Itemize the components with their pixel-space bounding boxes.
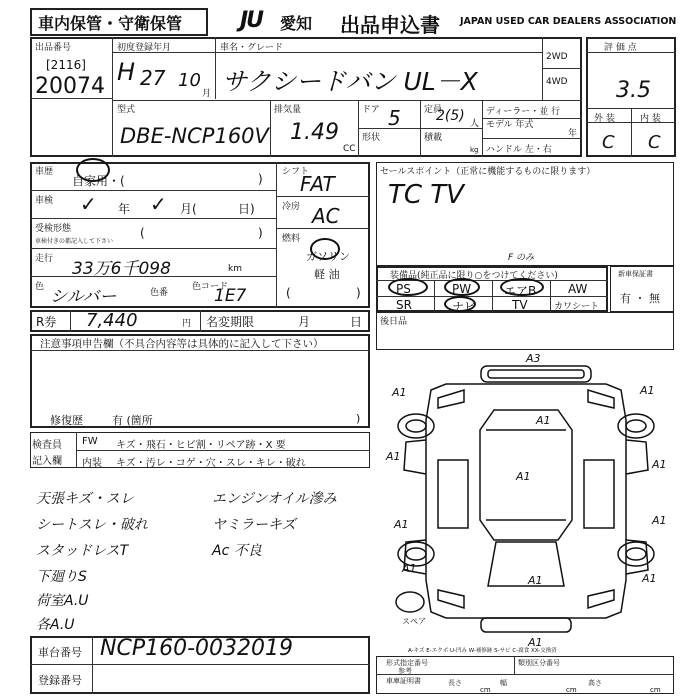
- footer-height-unit: cm: [650, 686, 661, 694]
- mileage-value: 33万6千098: [72, 259, 171, 279]
- displacement-unit: CC: [343, 144, 356, 154]
- first-reg-label: 初度登録年月: [117, 43, 172, 53]
- form-subtitle: JAPAN USED CAR DEALERS ASSOCIATION: [460, 16, 677, 27]
- spare-label: スペア: [402, 617, 426, 626]
- after-label: 後日品: [380, 317, 408, 327]
- equipment-pw-circle: [444, 278, 480, 296]
- color-value: シルバー: [50, 287, 117, 307]
- lot-label: 出品番号: [35, 43, 72, 53]
- mark-left-side: A1: [386, 450, 401, 463]
- acceptance-note: 車検付きの都記入して下さい: [35, 238, 114, 245]
- name-change-day: 日: [350, 315, 363, 329]
- aircon-label: 冷房: [282, 202, 301, 212]
- name-change-month: 月: [298, 315, 311, 329]
- color-code-label: 色番: [150, 288, 169, 298]
- form-title: 出品申込書: [340, 13, 440, 37]
- recycle-unit: 円: [182, 319, 192, 329]
- new-warranty-options[interactable]: 有 ・ 無: [620, 292, 660, 305]
- dealer-label: ディーラー・並 行: [486, 107, 561, 117]
- footer-width: 幅: [500, 679, 507, 687]
- footer-garage: 車庫証明書: [386, 677, 421, 685]
- car-name-label: 車名・グレード: [220, 43, 284, 53]
- equipment-aw[interactable]: AW: [568, 282, 588, 296]
- footer-width-unit: cm: [566, 686, 577, 694]
- mark-rear-bumper: A1: [528, 636, 543, 649]
- inspector-fw: FW: [82, 436, 98, 447]
- equipment-label: 装備品(純正品に限り○をつけてください): [390, 271, 558, 281]
- recycle-value: 7,440: [86, 310, 138, 331]
- footer-height: 高さ: [588, 679, 602, 687]
- drive-2wd[interactable]: 2WD: [546, 52, 568, 62]
- equipment-pw[interactable]: PW: [452, 282, 472, 296]
- paint-code-label: 色コード: [192, 282, 229, 292]
- fuel-diesel[interactable]: 軽 油: [314, 268, 340, 281]
- capacity-value: 2(5): [436, 108, 465, 124]
- note-line-3: スタッドレスT: [36, 543, 129, 559]
- first-reg-year: 27: [140, 66, 166, 90]
- inspection-month-mark: ✓: [150, 192, 167, 216]
- acceptance-close: ): [258, 226, 263, 240]
- equipment-tv[interactable]: TV: [512, 298, 528, 312]
- first-reg-era: H: [117, 58, 136, 86]
- fuel-gas-circle: [310, 238, 340, 260]
- mark-right-rear: A1: [652, 514, 667, 527]
- rating-int-value: C: [648, 132, 661, 153]
- damage-legend: A-キズ E-エクボ U-凹み W-補修跡 S-サビ C-腐食 XX-交換済: [408, 648, 557, 654]
- history-close: ): [258, 172, 263, 186]
- mileage-unit: km: [228, 264, 242, 274]
- fuel-gas[interactable]: ガソリン: [306, 250, 350, 263]
- mark-front-bumper: A3: [526, 352, 541, 365]
- note-line-6: 各A.U: [36, 617, 75, 633]
- displacement-value: 1.49: [290, 120, 339, 145]
- lot-bracket: [2116]: [46, 58, 86, 72]
- mark-left-wheel: A1: [402, 562, 417, 575]
- equipment-seat[interactable]: カワシート: [554, 302, 600, 312]
- footer-length-unit: cm: [480, 686, 491, 694]
- mark-roof: A1: [516, 470, 531, 483]
- ju-logo: JU: [240, 8, 263, 33]
- inspection-label: 車検: [35, 196, 54, 206]
- load-unit: kg: [470, 146, 479, 154]
- inspector-int-items: キズ・汚レ・コゲ・穴・スレ・キレ・破れ: [116, 458, 306, 469]
- model-label: 型式: [117, 105, 136, 115]
- storage-badge-text: 車内保管・守衛保管: [38, 14, 183, 33]
- shift-label: シフト: [282, 167, 310, 177]
- equipment-airbag-circle: [500, 278, 544, 296]
- mark-left-front: A1: [392, 386, 407, 399]
- equipment-navi-circle: [444, 296, 476, 312]
- inspector-fw-items: キズ・飛石・ヒビ割・リペア跡・X 要: [116, 440, 286, 451]
- note-line-2: シートスレ・破れ: [36, 517, 148, 533]
- handle-label: ハンドル 左・右: [486, 145, 552, 155]
- capacity-unit: 人: [470, 119, 480, 129]
- footer-type-ref: 参考: [398, 667, 412, 675]
- equipment-ps-circle: [388, 278, 428, 296]
- repair-label: 修復歴: [50, 414, 83, 427]
- equipment-sr[interactable]: SR: [396, 298, 412, 312]
- note-line-1: 天張キズ・スレ: [36, 491, 134, 507]
- drive-4wd[interactable]: 4WD: [546, 77, 568, 87]
- chassis-value: NCP160-0032019: [100, 636, 293, 661]
- notes-label: 注意事項申告欄（不具合内容等は具体的に記入して下さい）: [40, 338, 324, 350]
- car-name-value: サクシードバン UL－X: [222, 67, 478, 96]
- inspection-year-unit: 年: [118, 202, 131, 216]
- doors-label: ドア: [362, 105, 380, 115]
- recycle-label: R券: [36, 315, 57, 329]
- note-right-3: Ac 不良: [212, 543, 262, 559]
- model-value: DBE-NCP160V: [120, 124, 269, 148]
- model-year-label: モデル 年式: [486, 120, 534, 130]
- doors-value: 5: [388, 106, 401, 130]
- equipment-navi[interactable]: ナビ: [452, 300, 477, 314]
- footer-length: 長さ: [448, 679, 462, 687]
- chassis-label: 車台番号: [38, 646, 82, 659]
- car-damage-diagram: [376, 350, 674, 650]
- lot-number: 20074: [35, 74, 105, 99]
- capacity-label: 定員: [424, 105, 443, 115]
- mark-hood: A1: [536, 414, 551, 427]
- mark-rear-panel: A1: [528, 574, 543, 587]
- shift-value: FAT: [300, 172, 335, 196]
- inspection-day-unit: 日): [238, 202, 255, 216]
- aircon-value: AC: [312, 204, 340, 228]
- footer-class-number: 類別区分番号: [518, 659, 560, 667]
- equipment-note: F のみ: [508, 253, 535, 263]
- org-name: 愛知: [280, 14, 313, 33]
- displacement-label: 排気量: [274, 105, 302, 115]
- fuel-close: ): [356, 286, 361, 300]
- inspector-label-1: 検査員: [32, 440, 62, 451]
- acceptance-label: 受検形態: [35, 224, 72, 234]
- mark-right-side: A1: [652, 458, 667, 471]
- note-right-1: エンジンオイル滲み: [212, 491, 337, 507]
- new-warranty-label: 新車保証書: [618, 270, 653, 278]
- inspector-int-label: 内装: [82, 458, 102, 469]
- acceptance-open: (: [140, 226, 145, 240]
- registration-label: 登録番号: [38, 674, 82, 687]
- sales-points-value: TC TV: [388, 180, 464, 210]
- sales-points-label: セールスポイント（正常に機能するものに限ります）: [380, 167, 596, 177]
- history-value: 自家用・(: [72, 174, 125, 188]
- first-reg-month: 10: [178, 70, 201, 91]
- history-circle: [76, 158, 110, 182]
- note-line-4: 下廻りS: [36, 569, 87, 585]
- repair-close: ): [356, 412, 361, 425]
- note-line-5: 荷室A.U: [36, 593, 89, 609]
- after-box: [376, 312, 674, 350]
- history-label: 車歴: [35, 167, 54, 177]
- first-reg-suffix: 月: [202, 89, 212, 99]
- note-right-2: ヤミラーキズ: [212, 517, 296, 533]
- rating-value: 3.5: [616, 78, 651, 103]
- paint-code-value: 1E7: [214, 286, 247, 306]
- load-label: 積載: [424, 133, 443, 143]
- color-label: 色: [35, 282, 45, 292]
- name-change-label: 名変期限: [206, 315, 255, 329]
- rating-ext-value: C: [602, 132, 615, 153]
- rating-label: 評 価 点: [604, 43, 637, 53]
- rating-int-label: 内 装: [640, 114, 661, 124]
- equipment-ps[interactable]: PS: [396, 282, 411, 296]
- fuel-label: 燃料: [282, 234, 301, 244]
- model-year-unit: 年: [568, 129, 578, 139]
- shape-label: 形状: [362, 133, 381, 143]
- footer-type-number: 形式指定番号: [386, 659, 428, 667]
- mark-right-wheel: A1: [642, 572, 657, 585]
- repair-value: 有 (箇所: [112, 414, 153, 427]
- mark-right-front: A1: [640, 384, 655, 397]
- inspector-label-2: 記入欄: [32, 456, 62, 467]
- inspection-month-unit: 月(: [180, 202, 197, 216]
- inspection-year-mark: ✓: [80, 192, 97, 216]
- fuel-open: (: [286, 286, 291, 300]
- mileage-label: 走行: [35, 254, 54, 264]
- equipment-airbag[interactable]: エアB: [504, 284, 537, 298]
- rating-ext-label: 外 装: [594, 114, 615, 124]
- mark-left-rear: A1: [394, 518, 409, 531]
